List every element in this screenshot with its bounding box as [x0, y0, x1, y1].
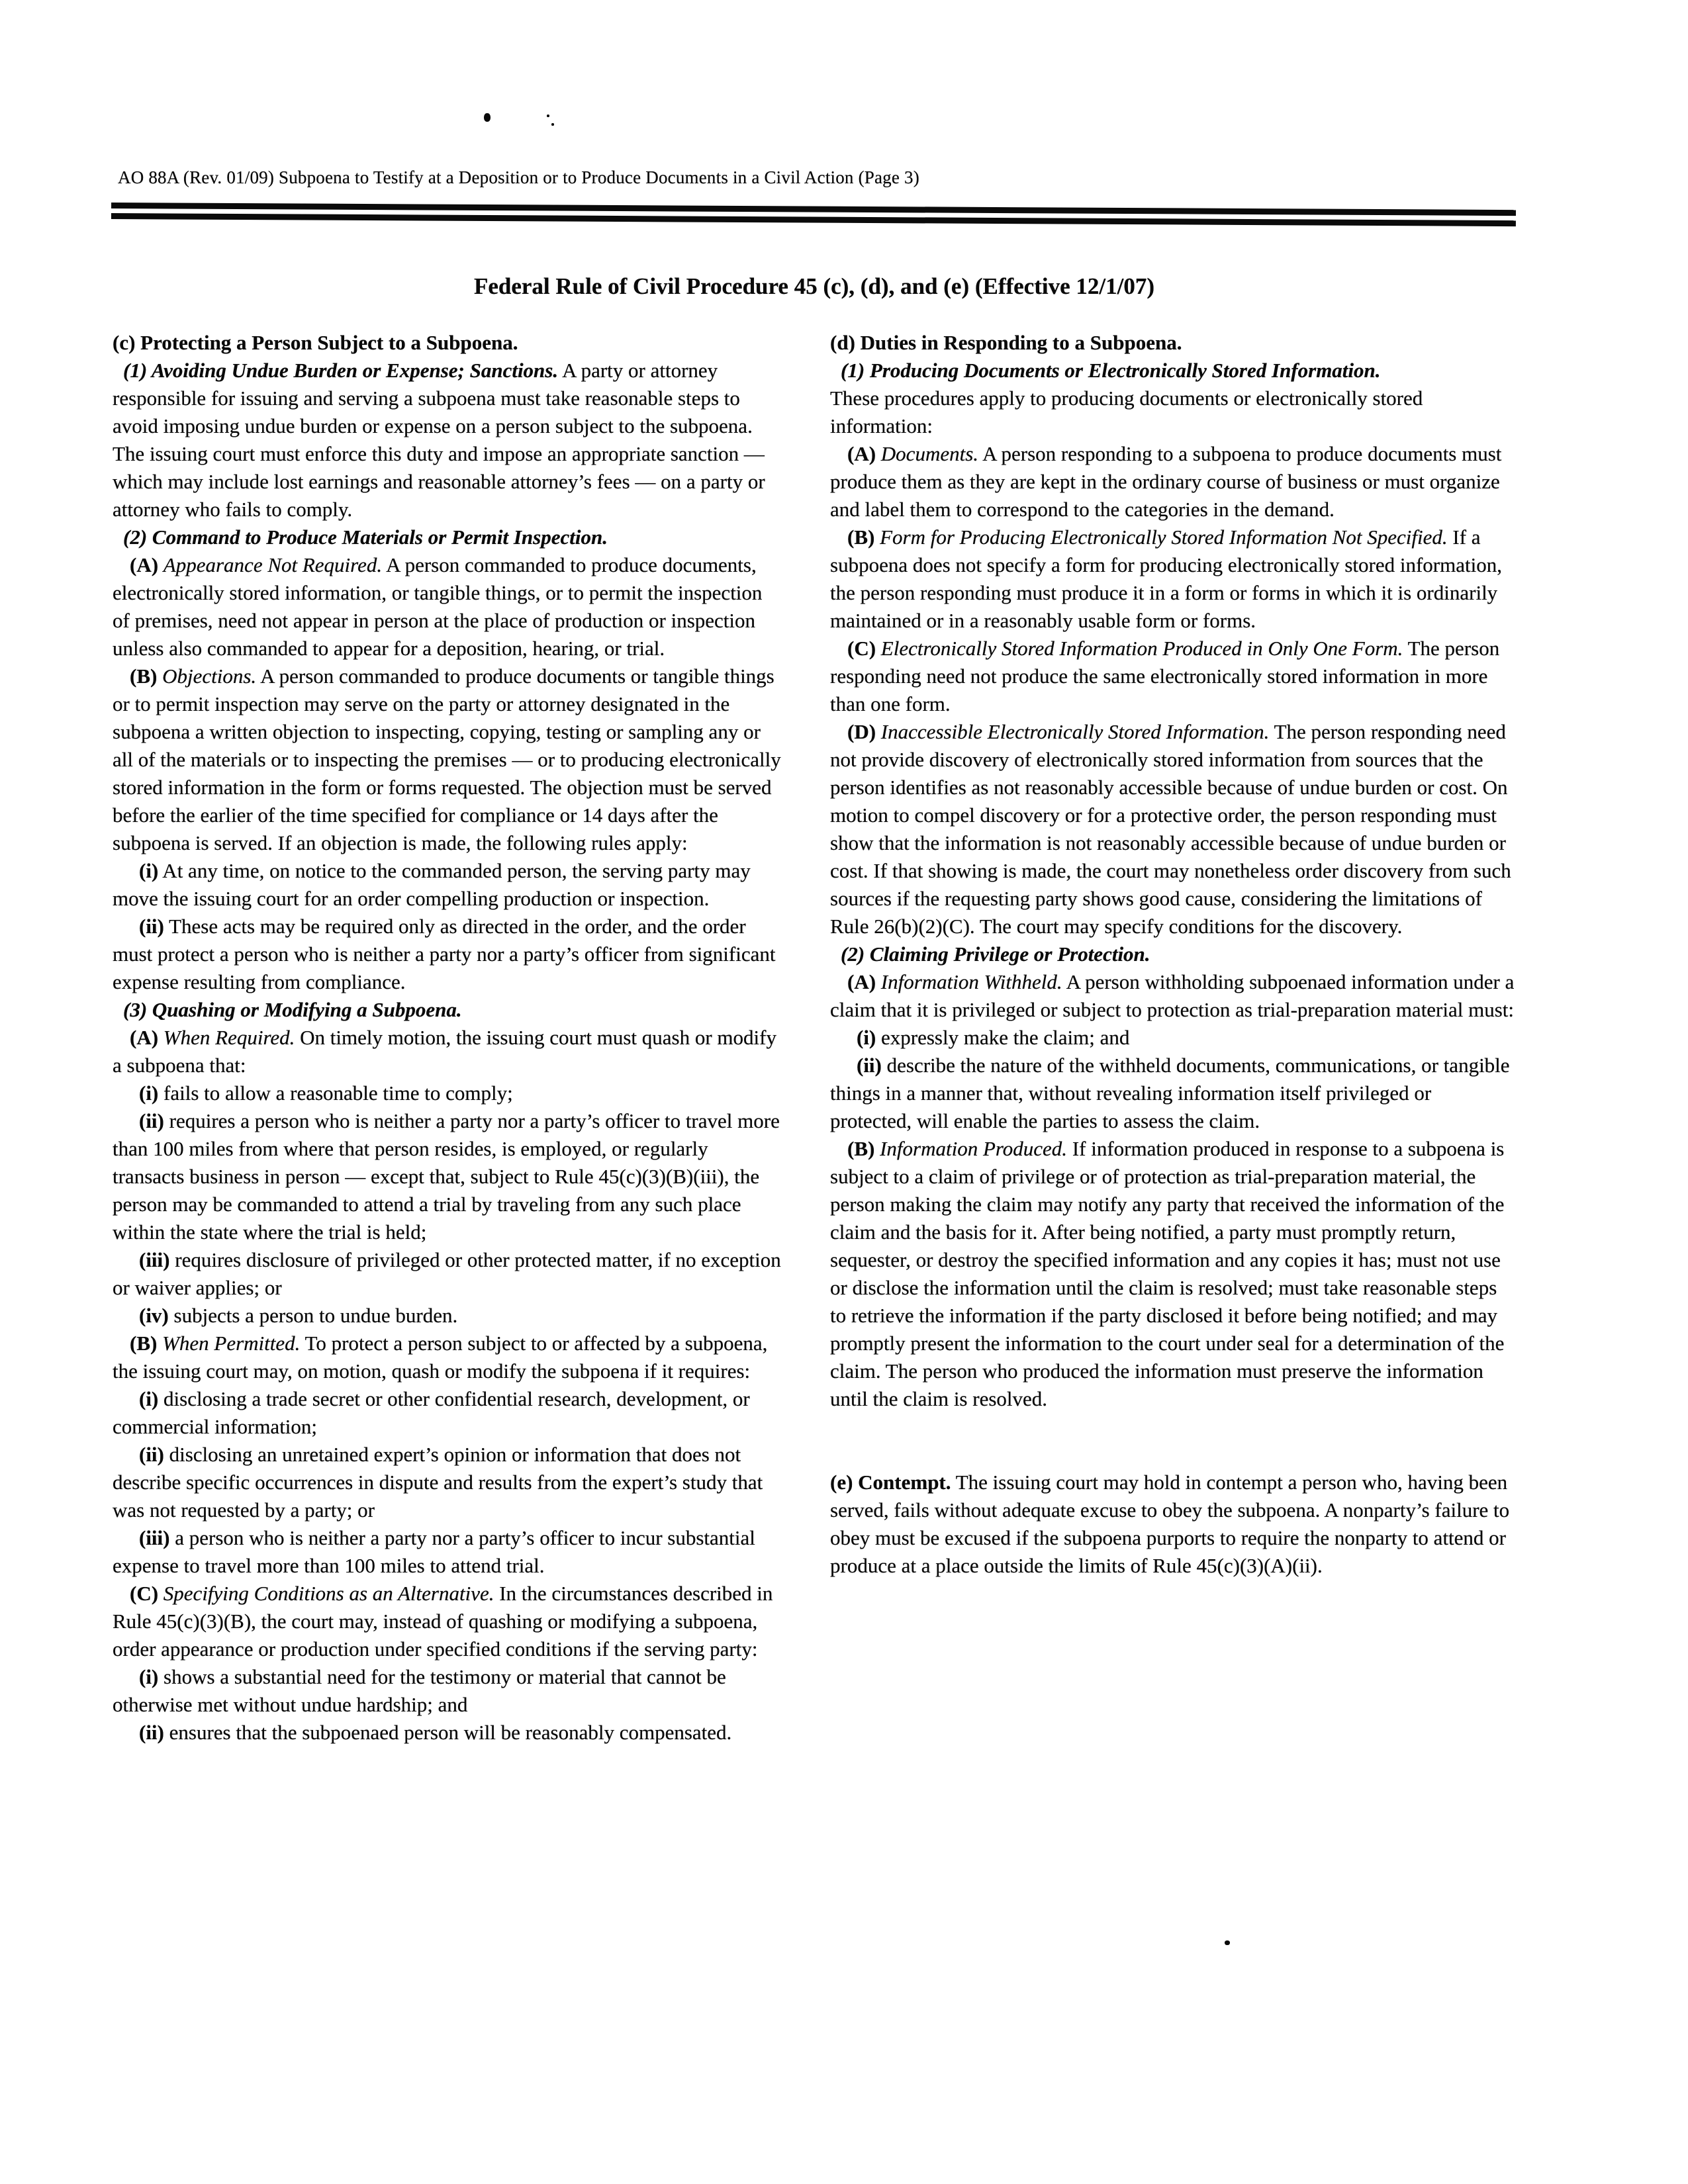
- text-run: A person commanded to produce documents, electronically stored information, or tangible things, or to permit the inspection of premises, need not appear in person at the place of production or inspection unless also commanded to appear for a deposition, hearing, or trial.: [113, 553, 763, 660]
- text-run: ensures that the subpoenaed person will be reasonably compensated.: [164, 1721, 732, 1744]
- paragraph: [113, 1024, 782, 1079]
- text-run: In the circumstances described in Rule 45(c)(3)(B), the court may, instead of quashing or modifying a subpoena, order appearance or production under specified conditions if the serving party:: [113, 1582, 773, 1661]
- text-run: These procedures apply to producing documents or electronically stored information:: [830, 387, 1423, 437]
- text-run: These acts may be required only as directed in the order, and the order must protect a person who is neither a party nor a party’s officer from significant expense resulting from compliance.: [113, 915, 776, 993]
- scan-artifact-dot: [484, 113, 491, 122]
- paragraph: [113, 551, 782, 662]
- text-run: disclosing an unretained expert’s opinion or information that does not describe specific occurrences in dispute and results from the expert’s study that was not requested by a party; or: [113, 1443, 763, 1522]
- text-run: (D): [847, 720, 881, 743]
- text-run: (iv): [139, 1304, 169, 1327]
- text-run: (e) Contempt.: [830, 1471, 951, 1494]
- text-run: (B): [130, 1332, 163, 1355]
- paragraph: [113, 662, 782, 857]
- text-run: (i): [857, 1026, 876, 1049]
- text-run: On timely motion, the issuing court must quash or modify a subpoena that:: [113, 1026, 776, 1077]
- paragraph: [830, 968, 1516, 1024]
- paragraph: [113, 523, 782, 551]
- two-column-text: [113, 329, 1516, 1747]
- text-run: A person responding to a subpoena to produce documents must produce them as they are kept in the ordinary course of business or must organize and label them to correspond to the categories in the demand.: [830, 442, 1502, 521]
- text-run: Objections.: [162, 664, 257, 688]
- paragraph: [113, 913, 782, 996]
- paragraph: [113, 1079, 782, 1107]
- paragraph: [113, 1663, 782, 1719]
- paragraph: [113, 1441, 782, 1524]
- text-run: (A): [847, 442, 881, 465]
- paragraph: [830, 385, 1516, 440]
- left-column: [113, 329, 782, 1747]
- paragraph: [113, 329, 782, 357]
- text-run: A person withholding subpoenaed information under a claim that it is privileged or subject to protection as trial-preparation material must:: [830, 970, 1515, 1021]
- text-run: (1) Producing Documents or Electronically Stored Information.: [841, 359, 1381, 382]
- text-run: (C): [847, 637, 881, 660]
- text-run: Appearance Not Required.: [163, 553, 383, 576]
- paragraph: [830, 440, 1516, 523]
- paragraph: [830, 635, 1516, 718]
- form-header: AO 88A (Rev. 01/09) Subpoena to Testify at a Deposition or to Produce Documents in a Civil Action (Page 3): [118, 167, 919, 187]
- text-run: Electronically Stored Information Produced in Only One Form.: [880, 637, 1403, 660]
- text-run: (i): [139, 1081, 159, 1105]
- paragraph: [113, 1107, 782, 1246]
- paragraph: [830, 1135, 1516, 1413]
- text-run: (C): [130, 1582, 164, 1605]
- paragraph: [113, 1719, 782, 1747]
- text-run: requires a person who is neither a party nor a party’s officer to travel more than 100 miles from where that person resides, is employed, or regularly transacts business in person — except that, subject to Rule 45(c)(3)(B)(iii), the person may be commanded to attend a trial by traveling from any such place within the state where the trial is held;: [113, 1109, 780, 1244]
- paragraph: [830, 1469, 1516, 1580]
- paragraph: [113, 1330, 782, 1385]
- text-run: (A): [130, 1026, 164, 1049]
- text-run: disclosing a trade secret or other confidential research, development, or commercial information;: [113, 1387, 750, 1438]
- text-run: (A): [847, 970, 881, 993]
- text-run: (i): [139, 1665, 159, 1688]
- scan-artifact-dot: [547, 114, 549, 117]
- text-run: (iii): [139, 1526, 170, 1549]
- paragraph: [830, 357, 1516, 385]
- text-run: (2) Command to Produce Materials or Permit Inspection.: [123, 525, 608, 549]
- text-run: (1) Avoiding Undue Burden or Expense; Sanctions.: [123, 359, 559, 382]
- text-run: (c) Protecting a Person Subject to a Subpoena.: [113, 331, 518, 354]
- right-column: [830, 329, 1516, 1580]
- scan-artifact-dot: [1225, 1940, 1230, 1945]
- text-run: Specifying Conditions as an Alternative.: [163, 1582, 494, 1605]
- text-run: shows a substantial need for the testimony or material that cannot be otherwise met without undue hardship; and: [113, 1665, 726, 1716]
- text-run: (ii): [139, 1721, 164, 1744]
- text-run: (ii): [139, 1443, 164, 1466]
- paragraph: [113, 357, 782, 523]
- paragraph: [830, 1052, 1516, 1135]
- text-run: At any time, on notice to the commanded person, the serving party may move the issuing court for an order compelling production or inspection.: [113, 859, 751, 910]
- text-run: (ii): [139, 1109, 164, 1132]
- text-run: (3) Quashing or Modifying a Subpoena.: [123, 998, 462, 1021]
- text-run: If a subpoena does not specify a form for producing electronically stored information, the person responding must produce it in a form or forms in which it is ordinarily maintained or in a reasonably usable form or forms.: [830, 525, 1502, 632]
- paragraph: [830, 1024, 1516, 1052]
- paragraph: [830, 523, 1516, 635]
- text-run: Information Withheld.: [880, 970, 1062, 993]
- text-run: (ii): [139, 915, 164, 938]
- text-run: The issuing court may hold in contempt a person who, having been served, fails without adequate excuse to obey the subpoena. A nonparty’s failure to obey must be excused if the subpoena purports to require the nonparty to attend or produce at a place outside the limits of Rule 45(c)(3)(A)(ii).: [830, 1471, 1510, 1577]
- text-run: The person responding need not produce the same electronically stored information in more than one form.: [830, 637, 1500, 715]
- text-run: (i): [139, 859, 159, 882]
- text-run: Form for Producing Electronically Stored Information Not Specified.: [880, 525, 1448, 549]
- text-run: Documents.: [880, 442, 979, 465]
- text-run: (B): [847, 525, 880, 549]
- paragraph: [113, 1580, 782, 1663]
- paragraph: [113, 996, 782, 1024]
- paragraph: [113, 1246, 782, 1302]
- text-run: (ii): [857, 1054, 882, 1077]
- text-run: (2) Claiming Privilege or Protection.: [841, 942, 1150, 966]
- paragraph: [113, 1302, 782, 1330]
- text-run: Inaccessible Electronically Stored Information.: [880, 720, 1270, 743]
- text-run: (B): [847, 1137, 880, 1160]
- page-title: Federal Rule of Civil Procedure 45 (c), (d), and (e) (Effective 12/1/07): [473, 273, 1155, 299]
- paragraph: [113, 1524, 782, 1580]
- paragraph: [113, 857, 782, 913]
- text-run: (A): [130, 553, 164, 576]
- paragraph: [113, 1385, 782, 1441]
- text-run: When Required.: [163, 1026, 295, 1049]
- text-run: If information produced in response to a subpoena is subject to a claim of privilege or of protection as trial-preparation material, the person making the claim may notify any party that received the information of the claim and the basis for it. After being notified, a party must promptly return, sequester, or destroy the specified information and any copies it has; must not use or disclose the information until the claim is resolved; must take reasonable steps to retrieve the information if the party disclosed it before being notified; and may promptly present the information to the court under seal for a determination of the claim. The person who produced the information must preserve the information until the claim is resolved.: [830, 1137, 1505, 1410]
- header-rule: [111, 203, 1516, 226]
- header-rule-bar: [111, 213, 1516, 226]
- text-run: To protect a person subject to or affected by a subpoena, the issuing court may, on motion, quash or modify the subpoena if it requires:: [113, 1332, 768, 1383]
- text-run: a person who is neither a party nor a party’s officer to incur substantial expense to travel more than 100 miles to attend trial.: [113, 1526, 755, 1577]
- scan-artifact-dot: [551, 123, 554, 126]
- text-run: expressly make the claim; and: [876, 1026, 1130, 1049]
- paragraph: [830, 329, 1516, 357]
- paragraph: [830, 718, 1516, 940]
- text-run: (i): [139, 1387, 159, 1410]
- text-run: subjects a person to undue burden.: [168, 1304, 458, 1327]
- text-run: A person commanded to produce documents or tangible things or to permit inspection may serve on the party or attorney designated in the subpoena a written objection to inspecting, copying, testing or sampling any or all of the materials or to inspecting the premises — or to producing electronically stored information in the form or forms requested. The objection must be served before the earlier of the time specified for compliance or 14 days after the subpoena is served. If an objection is made, the following rules apply:: [113, 664, 781, 854]
- text-run: The person responding need not provide discovery of electronically stored information from sources that the person identifies as not reasonably accessible because of undue burden or cost. On motion to compel discovery or for a protective order, the person responding must show that the information is not reasonably accessible because of undue burden or cost. If that showing is made, the court may nonetheless order discovery from such sources if the requesting party shows good cause, considering the limitations of Rule 26(b)(2)(C). The court may specify conditions for the discovery.: [830, 720, 1511, 938]
- text-run: fails to allow a reasonable time to comply;: [158, 1081, 513, 1105]
- text-run: A party or attorney responsible for issuing and serving a subpoena must take reasonable steps to avoid imposing undue burden or expense on a person subject to the subpoena. The issuing court must enforce this duty and impose an appropriate sanction — which may include lost earnings and reasonable attorney’s fees — on a party or attorney who fails to comply.: [113, 359, 765, 521]
- text-run: Information Produced.: [880, 1137, 1068, 1160]
- paragraph: [830, 940, 1516, 968]
- text-run: requires disclosure of privileged or other protected matter, if no exception or waiver applies; or: [113, 1248, 781, 1299]
- text-run: (iii): [139, 1248, 170, 1271]
- text-run: describe the nature of the withheld documents, communications, or tangible things in a manner that, without revealing information itself privileged or protected, will enable the parties to assess the claim.: [830, 1054, 1510, 1132]
- text-run: (d) Duties in Responding to a Subpoena.: [830, 331, 1182, 354]
- text-run: (B): [130, 664, 163, 688]
- text-run: When Permitted.: [162, 1332, 301, 1355]
